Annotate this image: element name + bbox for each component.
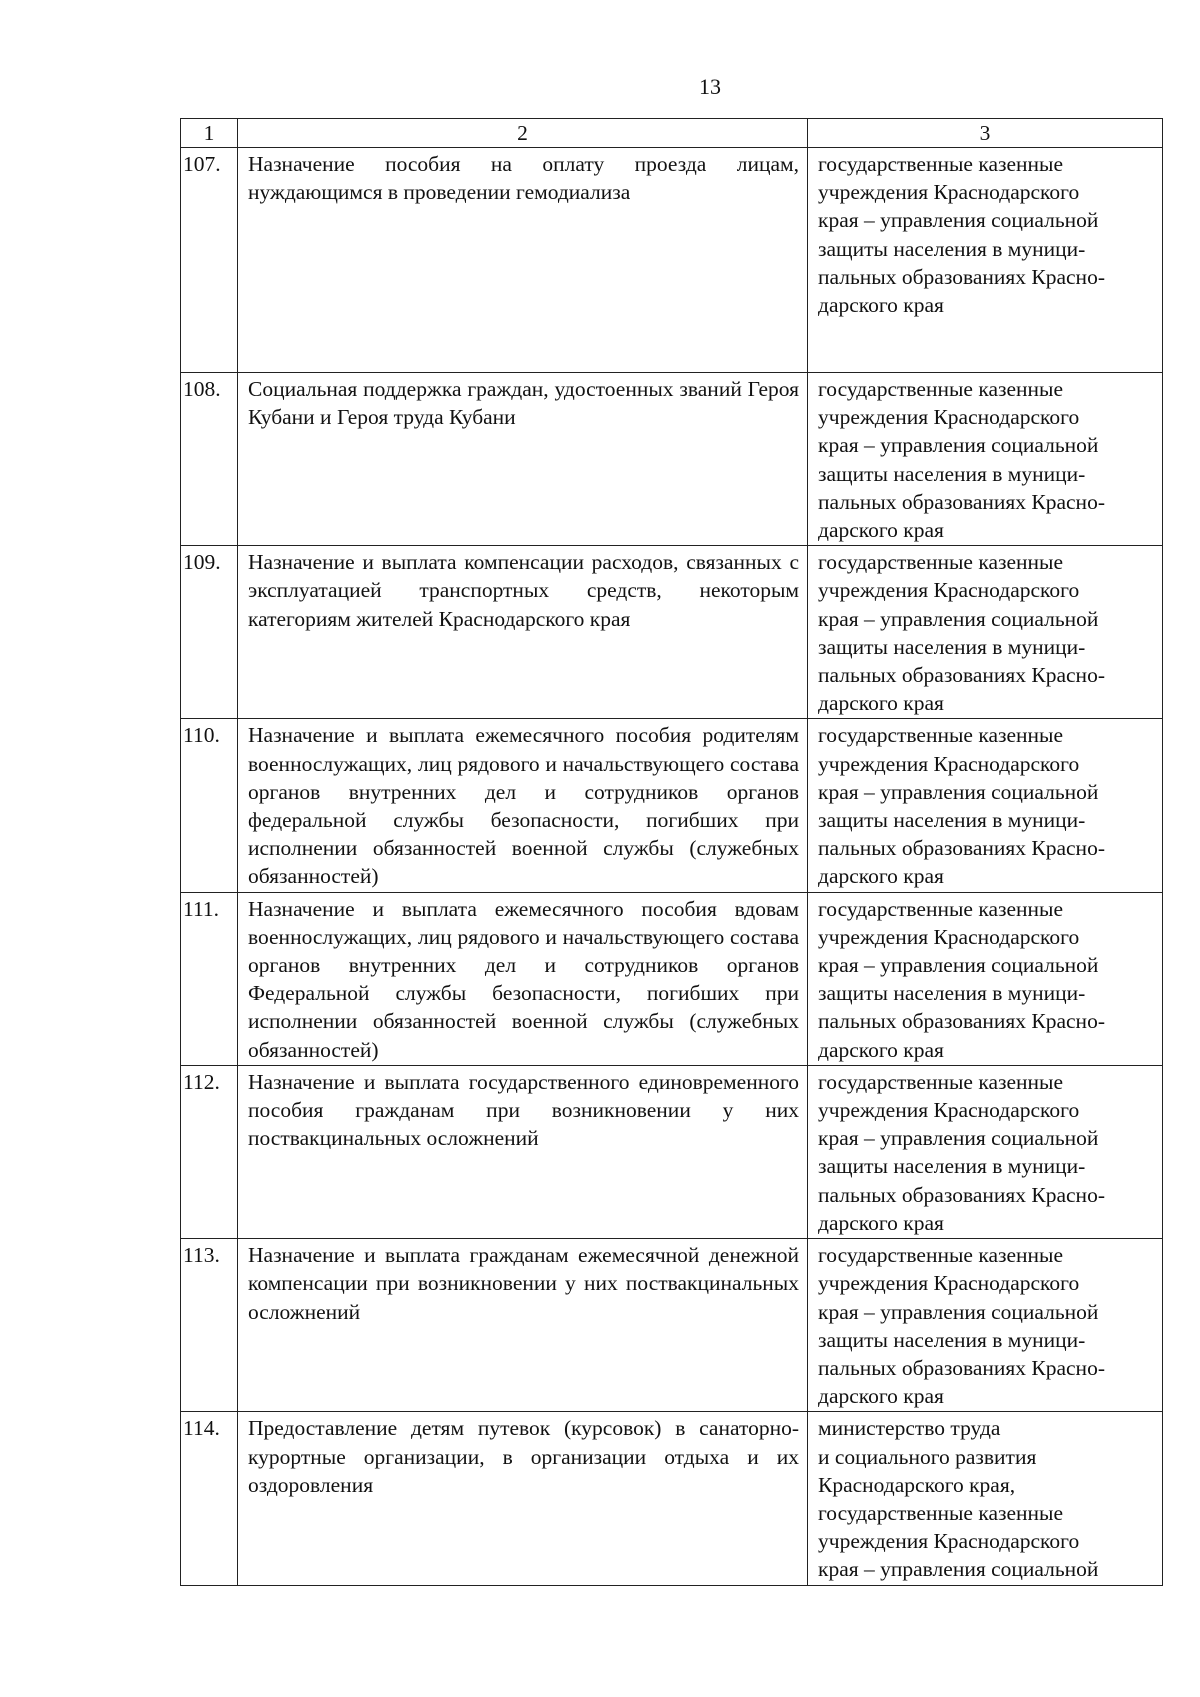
- department-text: государственные казенные учреждения Краснодарского края – управления социальной защиты населения в муници- пальных образованиях Красно- дарского края: [818, 1243, 1105, 1409]
- row-number: 114.: [181, 1412, 238, 1585]
- table-row: [181, 892, 1163, 1065]
- responsible-department: [808, 719, 1163, 892]
- department-text: государственные казенные учреждения Краснодарского края – управления социальной защиты населения в муници- пальных образованиях Красно- дарского края: [818, 1069, 1105, 1235]
- service-name: Назначение и выплата ежемесячного пособия вдовам военнослужащих, лиц рядового и начальствующего состава органов внутренних дел и сотрудников органов Федеральной службы безопасности, погибших при исполнении обязанностей военной службы (служебных обязанностей): [238, 892, 808, 1065]
- row-number: 107.: [181, 148, 238, 373]
- responsible-department: [808, 373, 1163, 546]
- department-text: министерство труда и социального развития Краснодарского края, государственные казенные учреждения Краснодарского края – управления социальной: [818, 1416, 1099, 1582]
- responsible-department: [808, 546, 1163, 719]
- table-row: [181, 1065, 1163, 1238]
- department-text: государственные казенные учреждения Краснодарского края – управления социальной защиты населения в муници- пальных образованиях Красно- дарского края: [818, 550, 1105, 716]
- service-name: Социальная поддержка граждан, удостоенных званий Героя Кубани и Героя труда Кубани: [238, 373, 808, 546]
- table-header-row: [181, 119, 1163, 148]
- table-row: [181, 148, 1163, 373]
- responsible-department: [808, 148, 1163, 373]
- table-row: [181, 1412, 1163, 1585]
- column-header: 2: [238, 119, 808, 148]
- department-text: государственные казенные учреждения Краснодарского края – управления социальной защиты населения в муници- пальных образованиях Красно- дарского края: [818, 377, 1105, 543]
- responsible-department: [808, 1412, 1163, 1585]
- row-number: 113.: [181, 1239, 238, 1412]
- row-number: 112.: [181, 1065, 238, 1238]
- row-number: 108.: [181, 373, 238, 546]
- row-number: 111.: [181, 892, 238, 1065]
- column-header: 3: [808, 119, 1163, 148]
- department-text: государственные казенные учреждения Краснодарского края – управления социальной защиты населения в муници- пальных образованиях Красно- дарского края: [818, 896, 1105, 1062]
- service-name: Назначение и выплата компенсации расходов, связанных с эксплуатацией транспортных средств, некоторым категориям жителей Краснодарского края: [238, 546, 808, 719]
- table-row: [181, 546, 1163, 719]
- department-text: государственные казенные учреждения Краснодарского края – управления социальной защиты населения в муници- пальных образованиях Красно- дарского края: [818, 152, 1105, 318]
- row-number: 109.: [181, 546, 238, 719]
- table-row: [181, 373, 1163, 546]
- responsible-department: [808, 1065, 1163, 1238]
- page-number: 13: [699, 74, 721, 99]
- table-row: [181, 1239, 1163, 1412]
- column-header: 1: [181, 119, 238, 148]
- responsible-department: [808, 892, 1163, 1065]
- row-number: 110.: [181, 719, 238, 892]
- department-text: государственные казенные учреждения Краснодарского края – управления социальной защиты населения в муници- пальных образованиях Красно- дарского края: [818, 723, 1105, 889]
- service-name: Назначение и выплата ежемесячного пособия родителям военнослужащих, лиц рядового и начальствующего состава органов внутренних дел и сотрудников органов федеральной службы безопасности, погибших при исполнении обязанностей военной службы (служебных обязанностей): [238, 719, 808, 892]
- service-name: Предоставление детям путевок (курсовок) в санаторно-курортные организации, в организации отдыха и их оздоровления: [238, 1412, 808, 1585]
- services-table: [180, 118, 1163, 1586]
- responsible-department: [808, 1239, 1163, 1412]
- service-name: Назначение и выплата государственного единовременного пособия гражданам при возникновении у них поствакцинальных осложнений: [238, 1065, 808, 1238]
- service-name: Назначение и выплата гражданам ежемесячной денежной компенсации при возникновении у них поствакцинальных осложнений: [238, 1239, 808, 1412]
- table-row: [181, 719, 1163, 892]
- service-name: Назначение пособия на оплату проезда лицам, нуждающимся в проведении гемодиализа: [238, 148, 808, 373]
